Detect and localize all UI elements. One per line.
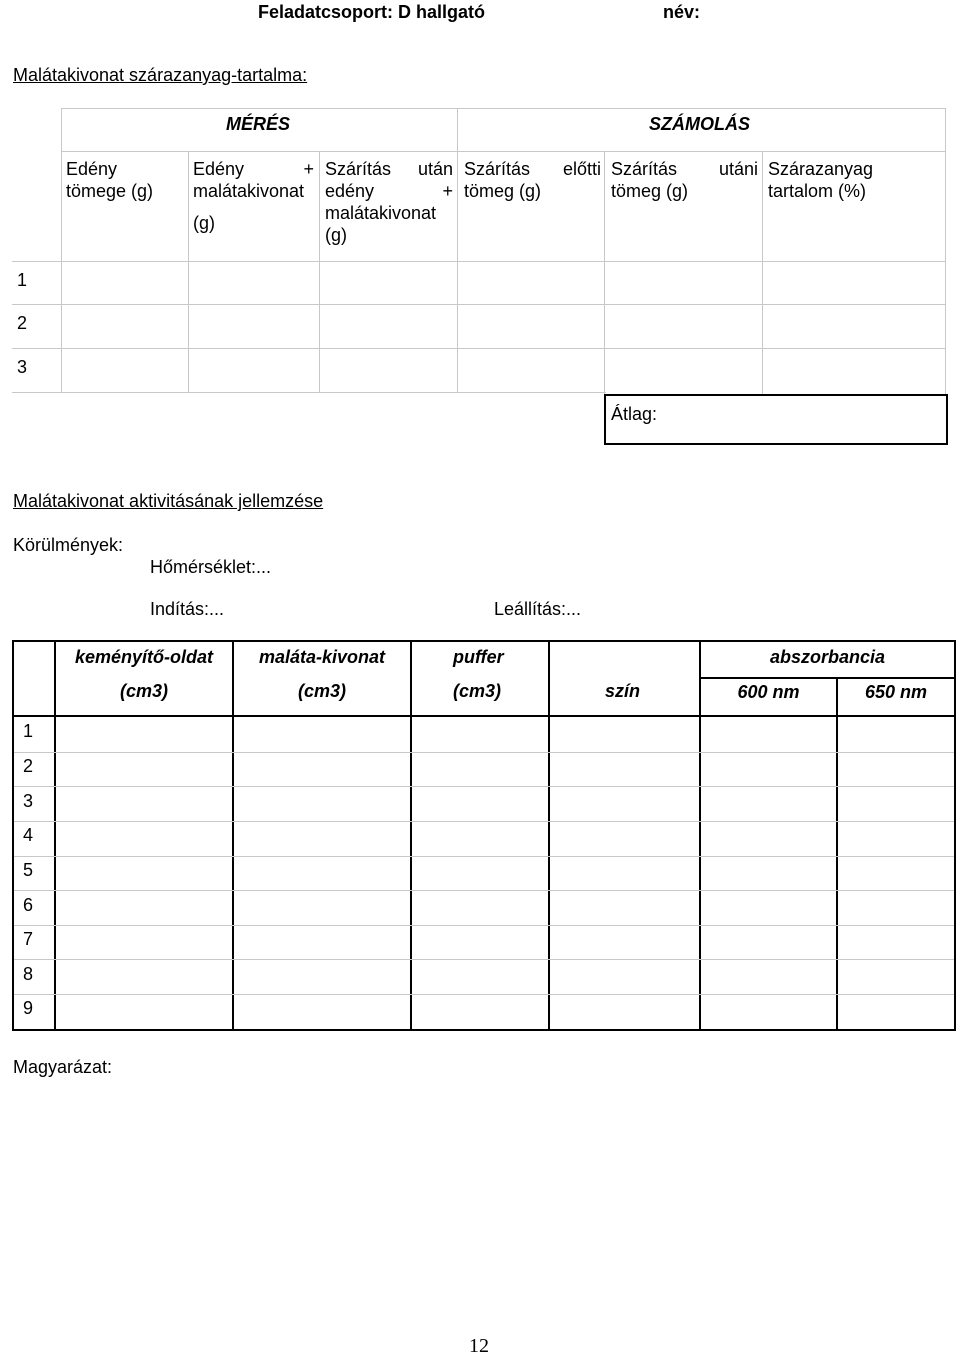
- col-edeny-malatakivonat: Edény + malátakivonat (g): [193, 159, 314, 233]
- section2-title: Malátakivonat aktivitásának jellemzése: [13, 491, 324, 511]
- name-label: név:: [663, 2, 701, 22]
- col-kemenyito-oldat: keményítő-oldat: [74, 647, 214, 667]
- col-abs-650: 650 nm: [864, 682, 928, 702]
- activity-row-8: 8: [23, 964, 34, 984]
- col-abszorbancia: abszorbancia: [769, 647, 886, 667]
- average-label: Átlag:: [611, 404, 658, 424]
- page-number: 12: [469, 1335, 489, 1357]
- activity-row-4: 4: [23, 825, 34, 845]
- activity-row-9: 9: [23, 998, 34, 1018]
- activity-row-5: 5: [23, 860, 34, 880]
- drymatter-row-3: 3: [17, 357, 28, 377]
- col-edeny-tomege: Edény tömege (g): [66, 159, 154, 201]
- meres-header: MÉRÉS: [226, 114, 291, 134]
- col-puffer: puffer: [453, 647, 504, 667]
- drymatter-row-1: 1: [17, 270, 28, 290]
- activity-row-6: 6: [23, 895, 34, 915]
- activity-row-3: 3: [23, 791, 34, 811]
- conditions-label: Körülmények:: [13, 535, 124, 555]
- activity-row-7: 7: [23, 929, 34, 949]
- col-puffer-unit: (cm3): [453, 681, 502, 701]
- col-kemenyito-unit: (cm3): [119, 681, 168, 701]
- start-label: Indítás:...: [150, 599, 225, 619]
- col-malata-kivonat: maláta-kivonat: [258, 647, 386, 667]
- col-abs-600: 600 nm: [737, 682, 800, 702]
- col-szaritas-utan-edeny: Szárítás után edény + malátakivonat (g): [325, 159, 453, 245]
- section1-title: Malátakivonat szárazanyag-tartalma:: [13, 65, 308, 85]
- explanation-label: Magyarázat:: [13, 1057, 113, 1077]
- szamolas-header: SZÁMOLÁS: [649, 114, 750, 134]
- group-label: Feladatcsoport: D hallgató: [258, 2, 486, 22]
- col-szin: szín: [605, 681, 641, 701]
- activity-row-1: 1: [23, 721, 34, 741]
- col-szarazanyag-tartalom: Szárazanyag tartalom (%): [768, 159, 874, 201]
- col-szaritas-elotti-tomeg: Szárítás előtti tömeg (g): [464, 159, 601, 201]
- col-szaritas-utani-tomeg: Szárítás utáni tömeg (g): [611, 159, 758, 201]
- col-malata-unit: (cm3): [297, 681, 346, 701]
- temperature-label: Hőmérséklet:...: [150, 557, 272, 577]
- activity-row-2: 2: [23, 756, 34, 776]
- drymatter-row-2: 2: [17, 313, 28, 333]
- stop-label: Leállítás:...: [494, 599, 582, 619]
